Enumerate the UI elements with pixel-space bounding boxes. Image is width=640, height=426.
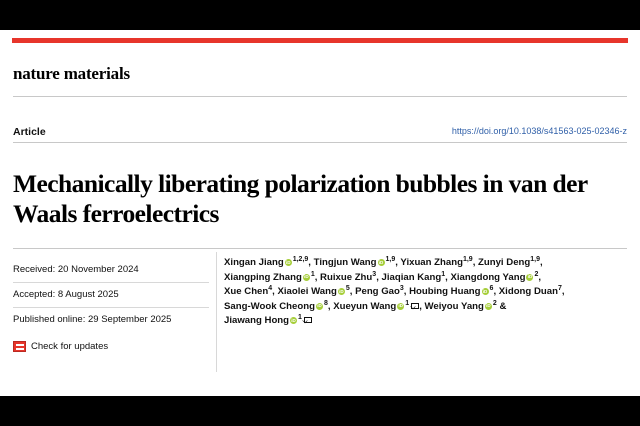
- orcid-icon[interactable]: [338, 288, 345, 295]
- author-line-5: Jiawang Hong iD $^1$: [224, 315, 312, 326]
- paper-page: [0, 30, 640, 396]
- check-for-updates-label: Check for updates: [31, 341, 109, 352]
- check-for-updates-button[interactable]: [13, 332, 209, 352]
- divider-under-article-type: [13, 142, 627, 143]
- orcid-icon[interactable]: [397, 303, 404, 310]
- received-date: Received: 20 November 2024: [13, 258, 209, 283]
- author-list: [224, 256, 624, 329]
- author-line-2: Xiangping Zhang iD $^1$, Ruixue Zhu$^3$, Jiaqian Kang$^1$, Xiangdong Yang iD $^2$,: [224, 272, 541, 283]
- divider-vertical: [216, 252, 217, 372]
- orcid-icon[interactable]: [482, 288, 489, 295]
- orcid-icon[interactable]: [303, 274, 310, 281]
- divider-under-journal: [13, 96, 627, 97]
- brand-red-bar: [12, 38, 628, 43]
- publication-history: [13, 258, 209, 352]
- orcid-icon[interactable]: [290, 317, 297, 324]
- crossmark-icon: [13, 341, 26, 352]
- email-icon[interactable]: [411, 303, 419, 309]
- divider-above-metadata: [13, 248, 627, 249]
- page-title: Mechanically liberating polarization bubbles in van der Waals ferroelectrics: [13, 169, 588, 229]
- author-line-3: Xue Chen$^4$, Xiaolei Wang iD $^5$, Peng Gao$^3$, Houbing Huang iD $^6$, Xidong Duan$^7$,: [224, 286, 565, 297]
- orcid-icon[interactable]: [316, 303, 323, 310]
- orcid-icon[interactable]: [378, 259, 385, 266]
- published-date: Published online: 29 September 2025: [13, 314, 172, 325]
- article-type-label: Article: [13, 126, 46, 138]
- author-line-4: Sang-Wook Cheong iD $^8$, Xueyun Wang iD $^1$ , Weiyou Yang iD $^2$ &: [224, 301, 506, 312]
- doi-link[interactable]: https://doi.org/10.1038/s41563-025-02346-z: [451, 126, 627, 136]
- orcid-icon[interactable]: [485, 303, 492, 310]
- accepted-date: Accepted: 8 August 2025: [13, 283, 209, 308]
- email-icon[interactable]: [304, 317, 312, 323]
- orcid-icon[interactable]: [285, 259, 292, 266]
- author-line-1: Xingan Jiang iD $^{1,2,9}$, Tingjun Wang iD $^{1,9}$, Yixuan Zhang$^{1,9}$, Zunyi Deng$^{1,9}$,: [224, 257, 543, 268]
- orcid-icon[interactable]: [526, 274, 533, 281]
- journal-name: nature materials: [13, 64, 130, 83]
